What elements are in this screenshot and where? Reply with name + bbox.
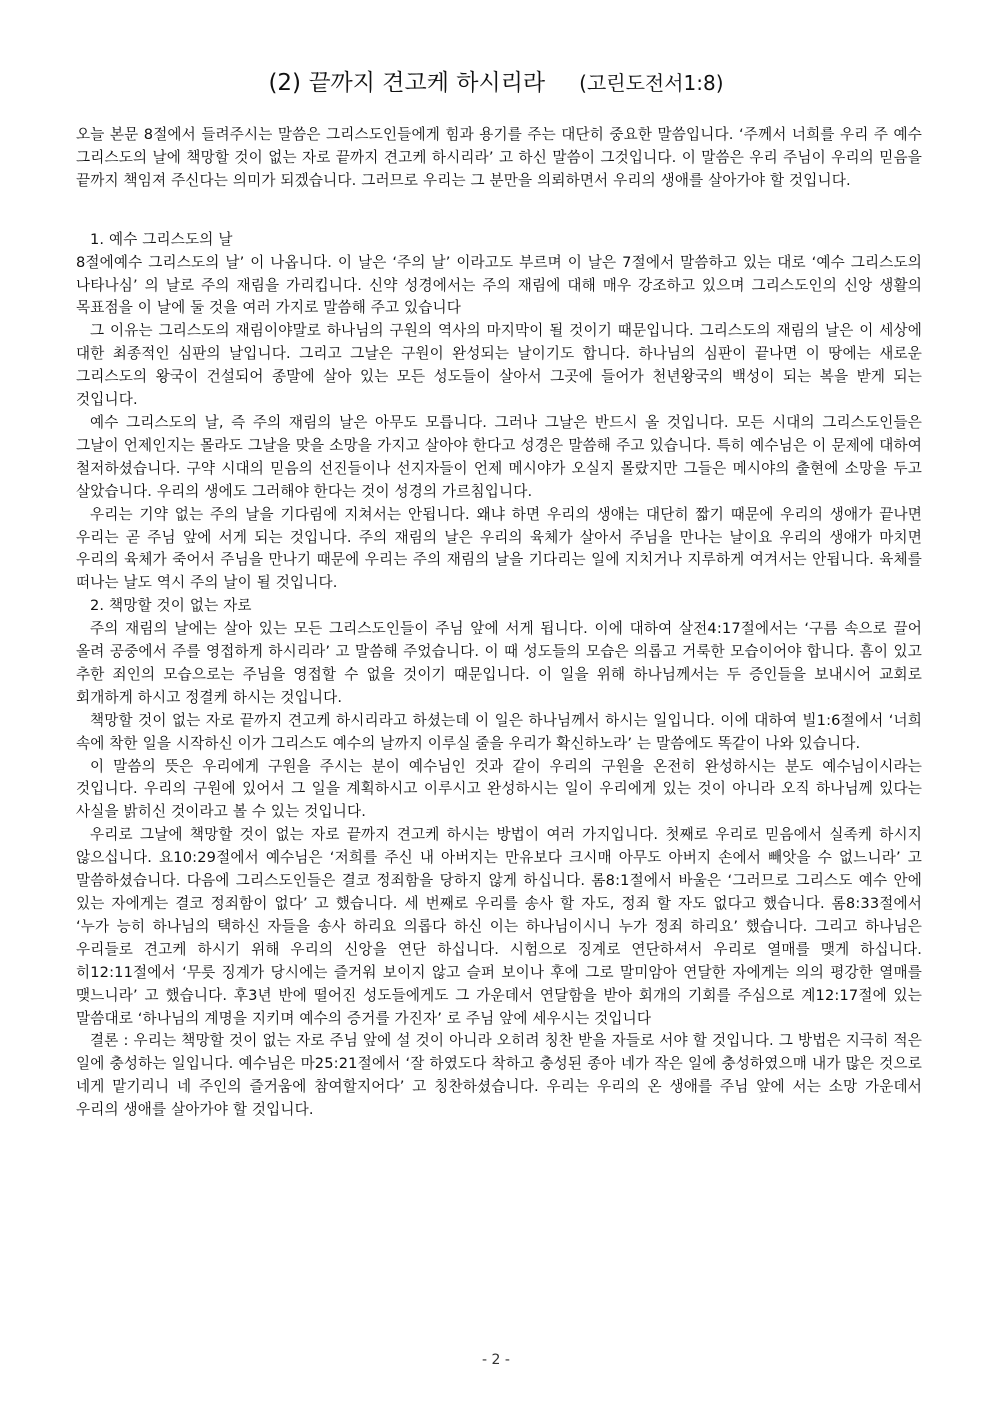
body-paragraph: 그 이유는 그리스도의 재림이야말로 하나님의 구원의 역사의 마지막이 될 것이기 때문입니다. 그리스도의 재림의 날은 이 세상에 대한 최종적인 심판의 날입니다. 그리고 그날은 구원이 완성되는 날이기도 합니다. 하나님의 심판이 끝나면 이 땅에는 새로운 그리스도의 왕국이 건설되어 종말에 살아 있는 모든 성도들이 살아서 그곳에 들어가 천년왕국의 백성이 되는 복을 받게 되는 것입니다.: [76, 322, 922, 409]
body-paragraph: 우리는 기약 없는 주의 날을 기다림에 지쳐서는 안됩니다. 왜냐 하면 우리의 생애는 대단히 짧기 때문에 우리의 생애가 끝나면 우리는 곧 주님 앞에 서게 되는 것입니다. 주의 재림의 날은 우리의 육체가 살아서 주님을 만나는 날이요 우리의 생애가 마치면 우리의 육체가 죽어서 주님을 만나기 때문에 우리는 주의 재림의 날을 기다리는 일에 지치거나 지루하게 여겨서는 안됩니다. 육체를 떠나는 날도 역시 주의 날이 될 것입니다.: [76, 505, 922, 592]
body-paragraph: 예수 그리스도의 날, 즉 주의 재림의 날은 아무도 모릅니다. 그러나 그날은 반드시 올 것입니다. 모든 시대의 그리스도인들은 그날이 언제인지는 몰라도 그날을 맞을 소망을 가지고 살아야 한다고 성경은 말씀해 주고 있습니다. 특히 예수님은 이 문제에 대하여 철저하셨습니다. 구약 시대의 믿음의 선진들이나 선지자들이 언제 메시야가 오실지 몰랐지만 그들은 메시야의 출현에 소망을 두고 살았습니다. 우리의 생에도 그러해야 한다는 것이 성경의 가르침입니다.: [76, 413, 922, 500]
scripture-reference: (고린도전서1:8): [579, 71, 724, 95]
body-paragraph: 책망할 것이 없는 자로 끝까지 견고케 하시리라고 하셨는데 이 일은 하나님께서 하시는 일입니다. 이에 대하여 빌1:6절에서 ‘너희 속에 착한 일을 시작하신 이가 그리스도 예수의 날까지 이루실 줄을 우리가 확신하노라’ 는 말씀에도 똑같이 나와 있습니다.: [76, 711, 922, 752]
page-number: - 2 -: [482, 1352, 510, 1368]
section-heading-1: 1. 예수 그리스도의 날: [90, 230, 233, 248]
body-paragraph: 8절에예수 그리스도의 날’ 이 나옵니다. 이 날은 ‘주의 날’ 이라고도 부르며 이 날은 7절에서 말씀하고 있는 대로 ‘예수 그리스도의 나타나심’ 의 날로 주의 재림을 가리킵니다. 신약 성경에서는 주의 재림에 대해 매우 강조하고 있으며 그리스도인의 신앙 생활의 목표점을 이 날에 둘 것을 여러 가지로 말씀해 주고 있습니다: [76, 253, 922, 317]
conclusion-paragraph: 결론 : 우리는 책망할 것이 없는 자로 주님 앞에 설 것이 아니라 오히려 칭찬 받을 자들로 서야 할 것입니다. 그 방법은 지극히 적은 일에 충성하는 일입니다. 예수님은 마25:21절에서 ‘잘 하였도다 착하고 충성된 종아 네가 작은 일에 충성하였으매 내가 많은 것으로 네게 맡기리니 네 주인의 즐거움에 참여할지어다’ 고 칭찬하셨습니다. 우리는 우리의 온 생애를 주님 앞에 서는 소망 가운데서 우리의 생애를 살아가야 할 것입니다.: [76, 1032, 922, 1119]
body-paragraph: 이 말씀의 뜻은 우리에게 구원을 주시는 분이 예수님인 것과 같이 우리의 구원을 온전히 완성하시는 분도 예수님이시라는 것입니다. 우리의 구원에 있어서 그 일을 계획하시고 이루시고 완성하시는 일이 우리에게 있는 것이 아니라 오직 하나님께 있다는 사실을 밝히신 것이라고 볼 수 있는 것입니다.: [76, 757, 922, 821]
intro-paragraph: 오늘 본문 8절에서 들려주시는 말씀은 그리스도인들에게 힘과 용기를 주는 대단히 중요한 말씀입니다. ‘주께서 너희를 우리 주 예수 그리스도의 날에 책망할 것이 없는 자로 끝까지 견고케 하시리라’ 고 하신 말씀이 그것입니다. 이 말씀은 우리 주님이 우리의 믿음을 끝까지 책임져 주신다는 의미가 되겠습니다. 그러므로 우리는 그 분만을 의뢰하면서 우리의 생애를 살아가야 할 것입니다.: [76, 126, 922, 189]
sermon-title: (2) 끝까지 견고케 하시리라: [268, 70, 546, 96]
body-paragraph: 우리로 그날에 책망할 것이 없는 자로 끝까지 견고케 하시는 방법이 여러 가지입니다. 첫째로 우리로 믿음에서 실족케 하시지 않으십니다. 요10:29절에서 예수님은 ‘저희를 주신 내 아버지는 만유보다 크시매 아무도 아버지 손에서 빼앗을 수 없느니라’ 고 말씀하셨습니다. 다음에 그리스도인들은 결코 정죄함을 당하지 않게 하십니다. 롬8:1절에서 바울은 ‘그러므로 그리스도 예수 안에 있는 자에게는 결코 정죄함이 없다’ 고 했습니다. 세 번째로 우리를 송사 할 자도, 정죄 할 자도 없다고 했습니다. 롬8:33절에서 ‘누가 능히 하나님의 택하신 자들을 송사 하리요 의롭다 하신 이는 하나님이시니 누가 정죄 하리요’ 했습니다. 그리고 하나님은 우리들로 견고케 하시기 위해 우리의 신앙을 연단 하십니다. 시험으로 징계로 연단하셔서 우리로 열매를 맺게 하십니다. 히12:11절에서 ‘무릇 징계가 당시에는 즐거워 보이지 않고 슬퍼 보이나 후에 그로 말미암아 연달한 자에게는 의의 평강한 열매를 맺느니라’ 고 했습니다. 후3년 반에 떨어진 성도들에게도 그 가운데서 연달함을 받아 회개의 기회를 주심으로 계12:17절에 있는 말씀대로 ‘하나님의 계명을 지키며 예수의 증거를 가진자’ 로 주님 앞에 세우시는 것입니다: [76, 826, 922, 1027]
document-body: [76, 124, 922, 1122]
body-paragraph: 주의 재림의 날에는 살아 있는 모든 그리스도인들이 주님 앞에 서게 됩니다. 이에 대하여 살전4:17절에서는 ‘구름 속으로 끌어 올려 공중에서 주를 영접하게 하시리라’ 고 말씀해 주었습니다. 이 때 성도들의 모습은 의롭고 거룩한 모습이어야 합니다. 흠이 있고 추한 죄인의 모습으로는 주님을 영접할 수 없을 것이기 때문입니다. 이 일을 위해 하나님께서는 두 증인들을 보내시어 교회로 회개하게 하시고 정결케 하시는 것입니다.: [76, 620, 922, 706]
page-title: [70, 66, 922, 100]
section-heading-2: 2. 책망할 것이 없는 자로: [90, 597, 252, 615]
